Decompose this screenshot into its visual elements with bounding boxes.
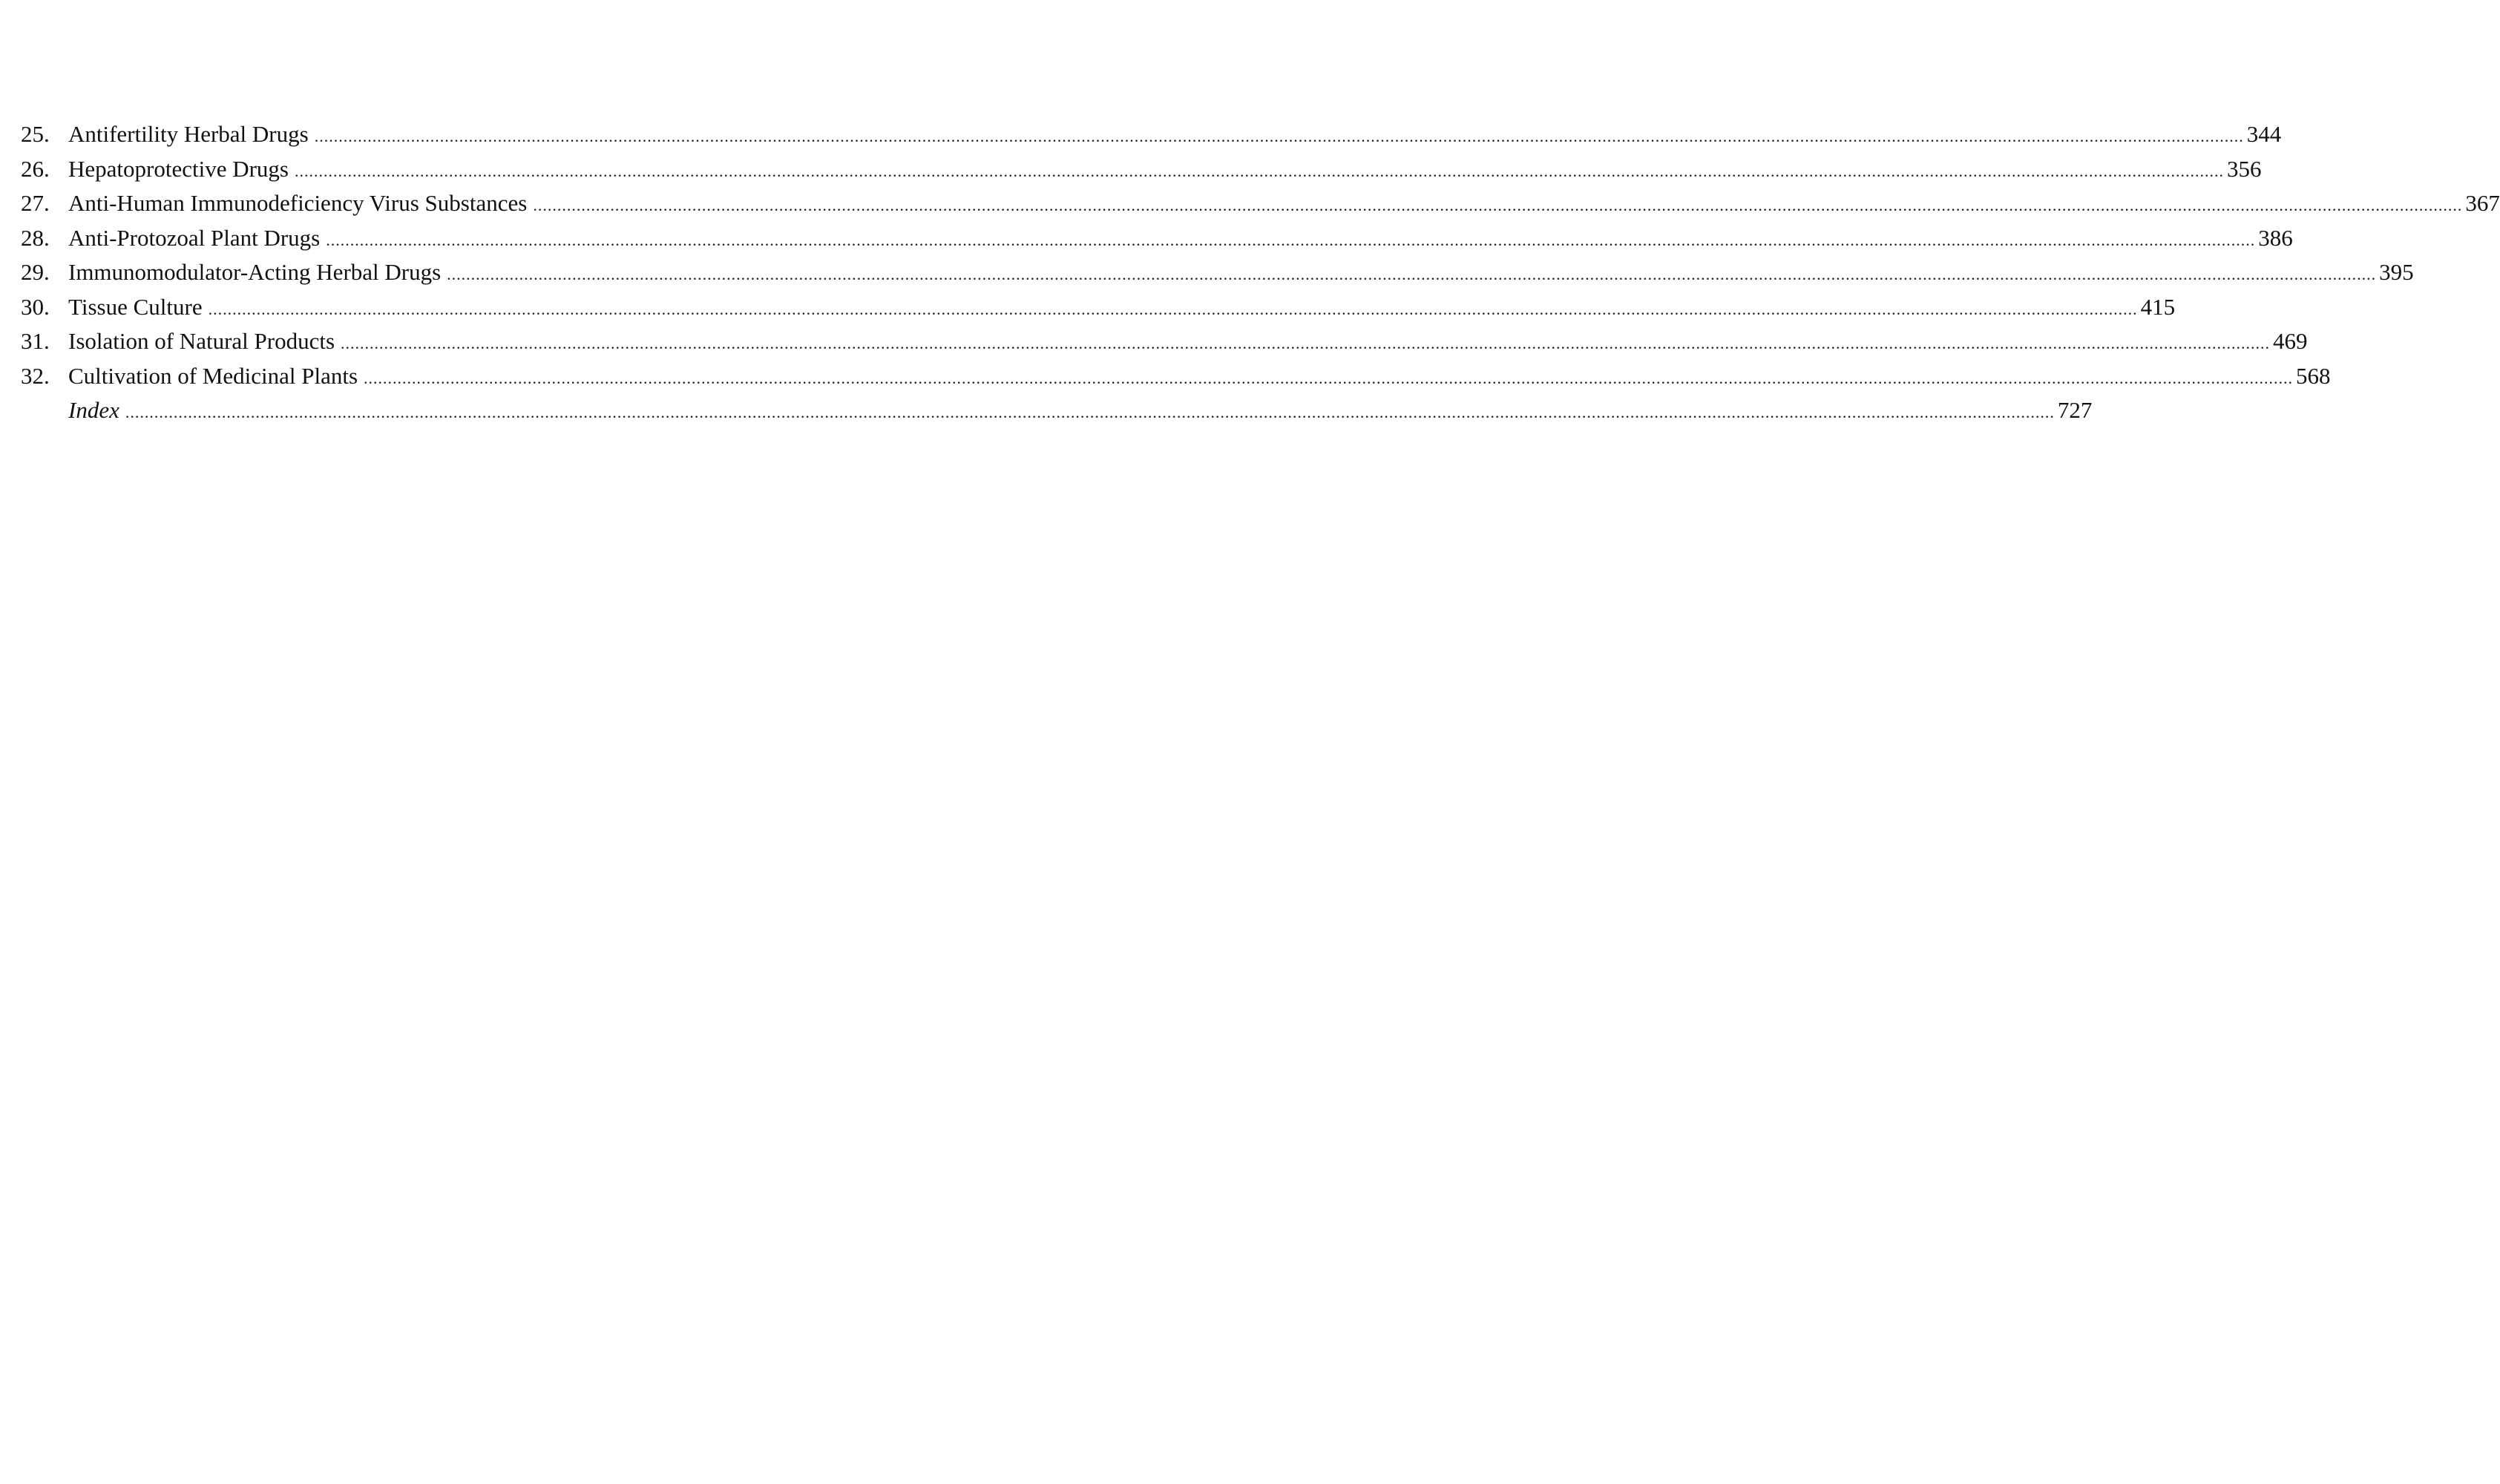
toc-entry-title: Hepatoprotective Drugs (68, 155, 289, 182)
toc-entry-page: 415 (2140, 293, 2176, 320)
toc-entry-number: 26. (21, 155, 50, 182)
toc-dot-leader: ................................................................................................................................................................................................................................................................................................................................................................................................................ (294, 161, 2224, 180)
toc-dot-leader: ................................................................................................................................................................................................................................................................................................................................................................................................................ (326, 230, 2256, 249)
toc-entry (21, 324, 2308, 359)
toc-entry-page: 344 (2246, 121, 2282, 147)
table-of-contents (21, 117, 2500, 428)
toc-entry-number: 32. (21, 362, 50, 389)
toc-entry-index (21, 393, 2093, 428)
toc-entry-number: 29. (21, 259, 50, 285)
toc-entry-page: 367 (2465, 190, 2500, 216)
toc-entry-number: 31. (21, 328, 50, 354)
toc-entry-title: Index (68, 397, 119, 423)
toc-entry-title: Antifertility Herbal Drugs (68, 121, 309, 147)
toc-entry (21, 186, 2500, 221)
toc-dot-leader: ................................................................................................................................................................................................................................................................................................................................................................................................................ (314, 127, 2244, 145)
toc-entry (21, 359, 2331, 394)
toc-entry-title: Immunomodulator-Acting Herbal Drugs (68, 259, 442, 285)
toc-entry-title: Anti-Human Immunodeficiency Virus Substances (68, 190, 528, 216)
toc-entry (21, 290, 2176, 325)
toc-entry-page: 469 (2273, 328, 2308, 354)
toc-dot-leader: ................................................................................................................................................................................................................................................................................................................................................................................................................ (447, 265, 2377, 283)
toc-entry-page: 395 (2379, 259, 2414, 285)
toc-entry-title: Isolation of Natural Products (68, 328, 335, 354)
toc-dot-leader: ................................................................................................................................................................................................................................................................................................................................................................................................................ (533, 196, 2463, 214)
toc-entry-title: Anti-Protozoal Plant Drugs (68, 224, 321, 251)
toc-dot-leader: ................................................................................................................................................................................................................................................................................................................................................................................................................ (208, 299, 2138, 318)
toc-entry (21, 221, 2293, 256)
toc-entry-number: 27. (21, 190, 50, 216)
toc-entry-number: 30. (21, 293, 50, 320)
toc-dot-leader: ................................................................................................................................................................................................................................................................................................................................................................................................................ (364, 368, 2294, 387)
toc-entry (21, 255, 2414, 290)
toc-entry-page: 386 (2258, 224, 2293, 251)
toc-dot-leader: ................................................................................................................................................................................................................................................................................................................................................................................................................ (341, 334, 2271, 352)
toc-entry-title: Cultivation of Medicinal Plants (68, 362, 358, 389)
toc-entry-page: 356 (2226, 155, 2262, 182)
toc-entry-page: 568 (2296, 362, 2331, 389)
toc-entry-title: Tissue Culture (68, 293, 203, 320)
toc-entry-number: 25. (21, 121, 50, 147)
toc-entry-page: 727 (2057, 397, 2093, 423)
toc-entry-number: 28. (21, 224, 50, 251)
toc-dot-leader: ................................................................................................................................................................................................................................................................................................................................................................................................................ (125, 403, 2055, 421)
toc-entry (21, 152, 2262, 187)
toc-entry (21, 117, 2282, 152)
